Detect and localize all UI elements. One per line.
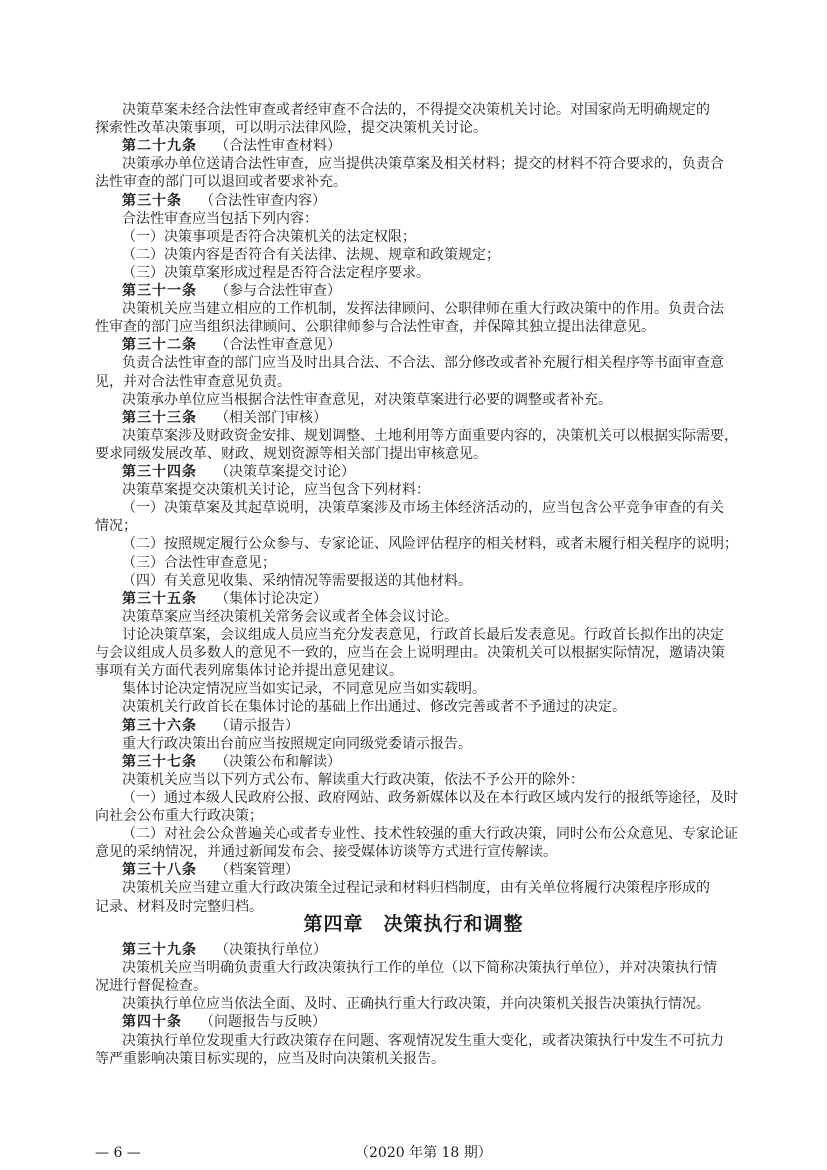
paragraph-line: 讨论决策草案，会议组成人员应当充分发表意见，行政首长最后发表意见。行政首长拟作出的决定 xyxy=(122,627,724,643)
article-title: （决策执行单位） xyxy=(215,942,327,958)
article-number: 第三十六条 xyxy=(122,718,197,734)
paragraph-line: （二）按照规定履行公众参与、专家论证、风险评估程序的相关材料，或者未履行相关程序的说明； xyxy=(122,536,738,552)
paragraph-continuation: 事项有关方面代表列席集体讨论并提出意见建议。 xyxy=(95,663,403,679)
article-heading xyxy=(122,136,827,156)
paragraph-line: 负责合法性审查的部门应当及时出具合法、不合法、部分修改或者补充履行相关程序等书面审查意 xyxy=(122,355,724,371)
article-number: 第三十三条 xyxy=(122,410,197,426)
paragraph-continuation: 情况； xyxy=(95,518,137,534)
paragraph-continuation: 记录、材料及时完整归档。 xyxy=(95,899,263,915)
article-heading xyxy=(122,1012,827,1032)
article-number: 第三十四条 xyxy=(122,464,197,480)
paragraph-line: （三）决策草案形成过程是否符合法定程序要求。 xyxy=(122,265,430,281)
paragraph-line: 决策机关应当明确负责重大行政决策执行工作的单位（以下简称决策执行单位），并对决策执行情 xyxy=(122,960,717,976)
paragraph-line: 决策草案未经合法性审查或者经审查不合法的，不得提交决策机关讨论。对国家尚无明确规定的 xyxy=(122,102,710,118)
paragraph-continuation: 要求同级发展改革、财政、规划资源等相关部门提出审核意见。 xyxy=(95,446,487,462)
article-heading xyxy=(122,752,827,772)
article-number: 第三十五条 xyxy=(122,591,197,607)
article-number: 第四十条 xyxy=(122,1014,182,1030)
article-number: 第三十一条 xyxy=(122,283,197,299)
paragraph-line: 决策草案涉及财政资金安排、规划调整、土地利用等方面重要内容的，决策机关可以根据实际需要， xyxy=(122,428,738,444)
article-title: （集体讨论决定） xyxy=(215,591,327,607)
article-heading xyxy=(122,589,827,609)
paragraph-continuation: 法性审查的部门可以退回或者要求补充。 xyxy=(95,174,347,190)
article-title: （合法性审查意见） xyxy=(215,337,341,353)
paragraph-continuation: 探索性改革决策事项，可以明示法律风险，提交决策机关讨论。 xyxy=(95,120,487,136)
paragraph-continuation: 等严重影响决策目标实现的，应当及时向决策机关报告。 xyxy=(95,1051,445,1067)
article-number: 第三十二条 xyxy=(122,337,197,353)
article-title: （合法性审查材料） xyxy=(215,138,341,154)
article-title: （相关部门审核） xyxy=(215,410,327,426)
paragraph-line: 决策草案提交决策机关讨论，应当包含下列材料： xyxy=(122,482,430,498)
paragraph-continuation: 况进行督促检查。 xyxy=(95,978,207,994)
article-heading xyxy=(122,191,827,211)
paragraph-line: 决策机关应当建立重大行政决策全过程记录和材料归档制度，由有关单位将履行决策程序形成的 xyxy=(122,880,710,896)
article-title: （档案管理） xyxy=(215,862,299,878)
paragraph-line: 决策承办单位应当根据合法性审查意见，对决策草案进行必要的调整或者补充。 xyxy=(122,392,612,408)
paragraph-line: （四）有关意见收集、采纳情况等需要报送的其他材料。 xyxy=(122,573,472,589)
paragraph-line: 决策机关应当建立相应的工作机制，发挥法律顾问、公职律师在重大行政决策中的作用。负责合法 xyxy=(122,301,724,317)
article-heading xyxy=(122,408,827,428)
paragraph-line: （一）决策事项是否符合决策机关的法定权限； xyxy=(122,229,416,245)
article-heading xyxy=(122,716,827,736)
article-heading xyxy=(122,462,827,482)
paragraph-line: （一）决策草案及其起草说明，决策草案涉及市场主体经济活动的，应当包含公平竞争审查的有关 xyxy=(122,500,724,516)
paragraph-line: 决策执行单位发现重大行政决策存在问题、客观情况发生重大变化，或者决策执行中发生不可抗力 xyxy=(122,1033,724,1049)
article-title: （问题报告与反映） xyxy=(200,1014,326,1030)
article-number: 第三十条 xyxy=(122,193,182,209)
paragraph-continuation: 性审查的部门应当组织法律顾问、公职律师参与合法性审查，并保障其独立提出法律意见。 xyxy=(95,319,655,335)
article-number: 第三十八条 xyxy=(122,862,197,878)
paragraph-line: 决策机关应当以下列方式公布、解读重大行政决策，依法不予公开的除外： xyxy=(122,772,584,788)
article-heading xyxy=(122,860,827,880)
article-heading xyxy=(122,335,827,355)
paragraph-line: 合法性审查应当包括下列内容： xyxy=(122,211,318,227)
paragraph-line: 决策承办单位送请合法性审查，应当提供决策草案及相关材料；提交的材料不符合要求的，负责合 xyxy=(122,156,724,172)
article-title: （决策公布和解读） xyxy=(215,754,341,770)
article-title: （合法性审查内容） xyxy=(200,193,326,209)
article-heading xyxy=(122,940,827,960)
paragraph-line: 集体讨论决定情况应当如实记录，不同意见应当如实载明。 xyxy=(122,681,486,697)
paragraph-line: 重大行政决策出台前应当按照规定向同级党委请示报告。 xyxy=(122,736,472,752)
paragraph-line: （二）对社会公众普遍关心或者专业性、技术性较强的重大行政决策，同时公布公众意见、专家论证 xyxy=(122,826,738,842)
paragraph-continuation: 意见的采纳情况，并通过新闻发布会、接受媒体访谈等方式进行宣传解读。 xyxy=(95,844,557,860)
article-title: （参与合法性审查） xyxy=(215,283,341,299)
paragraph-line: （三）合法性审查意见； xyxy=(122,555,276,571)
paragraph-continuation: 见，并对合法性审查意见负责。 xyxy=(95,374,291,390)
issue-label: （2020 年第 18 期） xyxy=(355,1145,492,1161)
paragraph-continuation: 向社会公布重大行政决策； xyxy=(95,808,263,824)
paragraph-line: 决策执行单位应当依法全面、及时、正确执行重大行政决策，并向决策机关报告决策执行情况。 xyxy=(122,996,710,1012)
article-number: 第三十七条 xyxy=(122,754,197,770)
article-number: 第三十九条 xyxy=(122,942,197,958)
article-number: 第二十九条 xyxy=(122,138,197,154)
paragraph-line: （一）通过本级人民政府公报、政府网站、政务新媒体以及在本行政区域内发行的报纸等途径，及时 xyxy=(122,790,738,806)
article-heading xyxy=(122,281,827,301)
paragraph-line: 决策机关行政首长在集体讨论的基础上作出通过、修改完善或者不予通过的决定。 xyxy=(122,699,626,715)
page-number: — 6 — xyxy=(95,1145,141,1161)
paragraph-line: 决策草案应当经决策机关常务会议或者全体会议讨论。 xyxy=(122,609,458,625)
paragraph-continuation: 与会议组成人员多数人的意见不一致的，应当在会上说明理由。决策机关可以根据实际情况，邀请决策 xyxy=(95,645,725,661)
article-title: （请示报告） xyxy=(215,718,299,734)
article-title: （决策草案提交讨论） xyxy=(215,464,355,480)
paragraph-line: （二）决策内容是否符合有关法律、法规、规章和政策规定； xyxy=(122,247,500,263)
chapter-heading: 第四章 决策执行和调整 xyxy=(303,913,524,935)
